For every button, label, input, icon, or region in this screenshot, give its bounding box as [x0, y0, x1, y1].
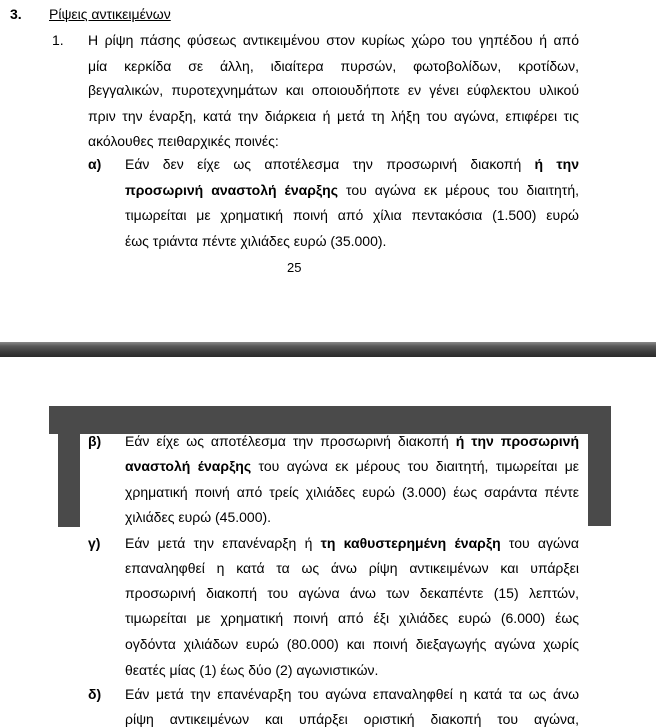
subitem-a-line: προσωρινή αναστολή έναρξης του αγώνα εκ μέρους του διαιτητή, — [125, 182, 580, 198]
subitem-c-line: προσωρινή διακοπή του αγώνα άνω των δεκαπέντε (15) λεπτών, — [125, 585, 579, 601]
section-number: 3. — [10, 6, 22, 22]
paragraph-line: ακόλουθες πειθαρχικές ποινές: — [88, 133, 279, 149]
subitem-c-line: τιμωρείται με χρηματική ποινή από έξι χιλιάδες ευρώ (6.000) έως — [125, 610, 579, 626]
subitem-label-c: γ) — [88, 535, 101, 551]
subitem-c-line: επαναληφθεί η κατά τα ως άνω ρίψη αντικειμένων και υπάρξει — [125, 560, 579, 576]
page-separator — [0, 342, 656, 357]
subitem-a-line: τιμωρείται με χρηματική ποινή από χίλια πεντακόσια (1.500) ευρώ — [125, 207, 579, 223]
subitem-label-d: δ) — [88, 686, 102, 702]
subitem-c-line: θεατές μίας (1) έως δύο (2) αγωνιστικών. — [125, 662, 379, 678]
item-number: 1. — [52, 32, 64, 48]
subitem-b-line: αναστολή έναρξης του αγώνα εκ μέρους του διαιτητή, τιμωρείται με — [125, 458, 579, 474]
subitem-a-line: Εάν δεν είχε ως αποτέλεσμα την προσωρινή διακοπή ή την — [125, 156, 579, 172]
subitem-label-a: α) — [88, 156, 102, 172]
highlight-frame-top — [49, 406, 611, 434]
paragraph-line: βεγγαλικών, πυροτεχνημάτων και οποιουδήποτε εν γένει εύφλεκτου υλικού — [88, 82, 579, 98]
subitem-b-line: χιλιάδες ευρώ (45.000). — [125, 509, 272, 525]
subitem-d-line: Εάν μετά την επανέναρξη του αγώνα επαναληφθεί η κατά τα ως άνω — [125, 686, 579, 702]
highlight-frame-left — [58, 430, 80, 527]
subitem-a-line: έως τριάντα πέντε χιλιάδες ευρώ (35.000). — [125, 233, 387, 249]
paragraph-line: μία κερκίδα σε άλλη, ιδιαίτερα πυρσών, φωτοβολίδων, κροτίδων, — [88, 58, 579, 74]
subitem-b-line: Εάν είχε ως αποτέλεσμα την προσωρινή διακοπή ή την προσωρινή — [125, 433, 579, 449]
subitem-c-line: ογδόντα χιλιάδων ευρώ (80.000) και ποινή διεξαγωγής αγώνα χωρίς — [125, 636, 579, 652]
section-title: Ρίψεις αντικειμένων — [49, 6, 171, 22]
subitem-label-b: β) — [88, 433, 102, 449]
highlight-frame-right — [588, 430, 611, 526]
subitem-d-line: ρίψη αντικειμένων και υπάρξει οριστική διακοπή του αγώνα, — [125, 711, 579, 727]
subitem-b-line: χρηματική ποινή από τρείς χιλιάδες ευρώ (3.000) έως σαράντα πέντε — [125, 484, 579, 500]
subitem-c-line: Εάν μετά την επανέναρξη ή τη καθυστερημένη έναρξη του αγώνα — [125, 535, 579, 551]
paragraph-line: πριν την έναρξη, κατά την διάρκεια ή μετά τη λήξη του αγώνα, επιφέρει τις — [88, 108, 579, 124]
page-number: 25 — [287, 260, 302, 275]
paragraph-line: Η ρίψη πάσης φύσεως αντικειμένου στον κυρίως χώρο του γηπέδου ή από — [88, 32, 579, 48]
